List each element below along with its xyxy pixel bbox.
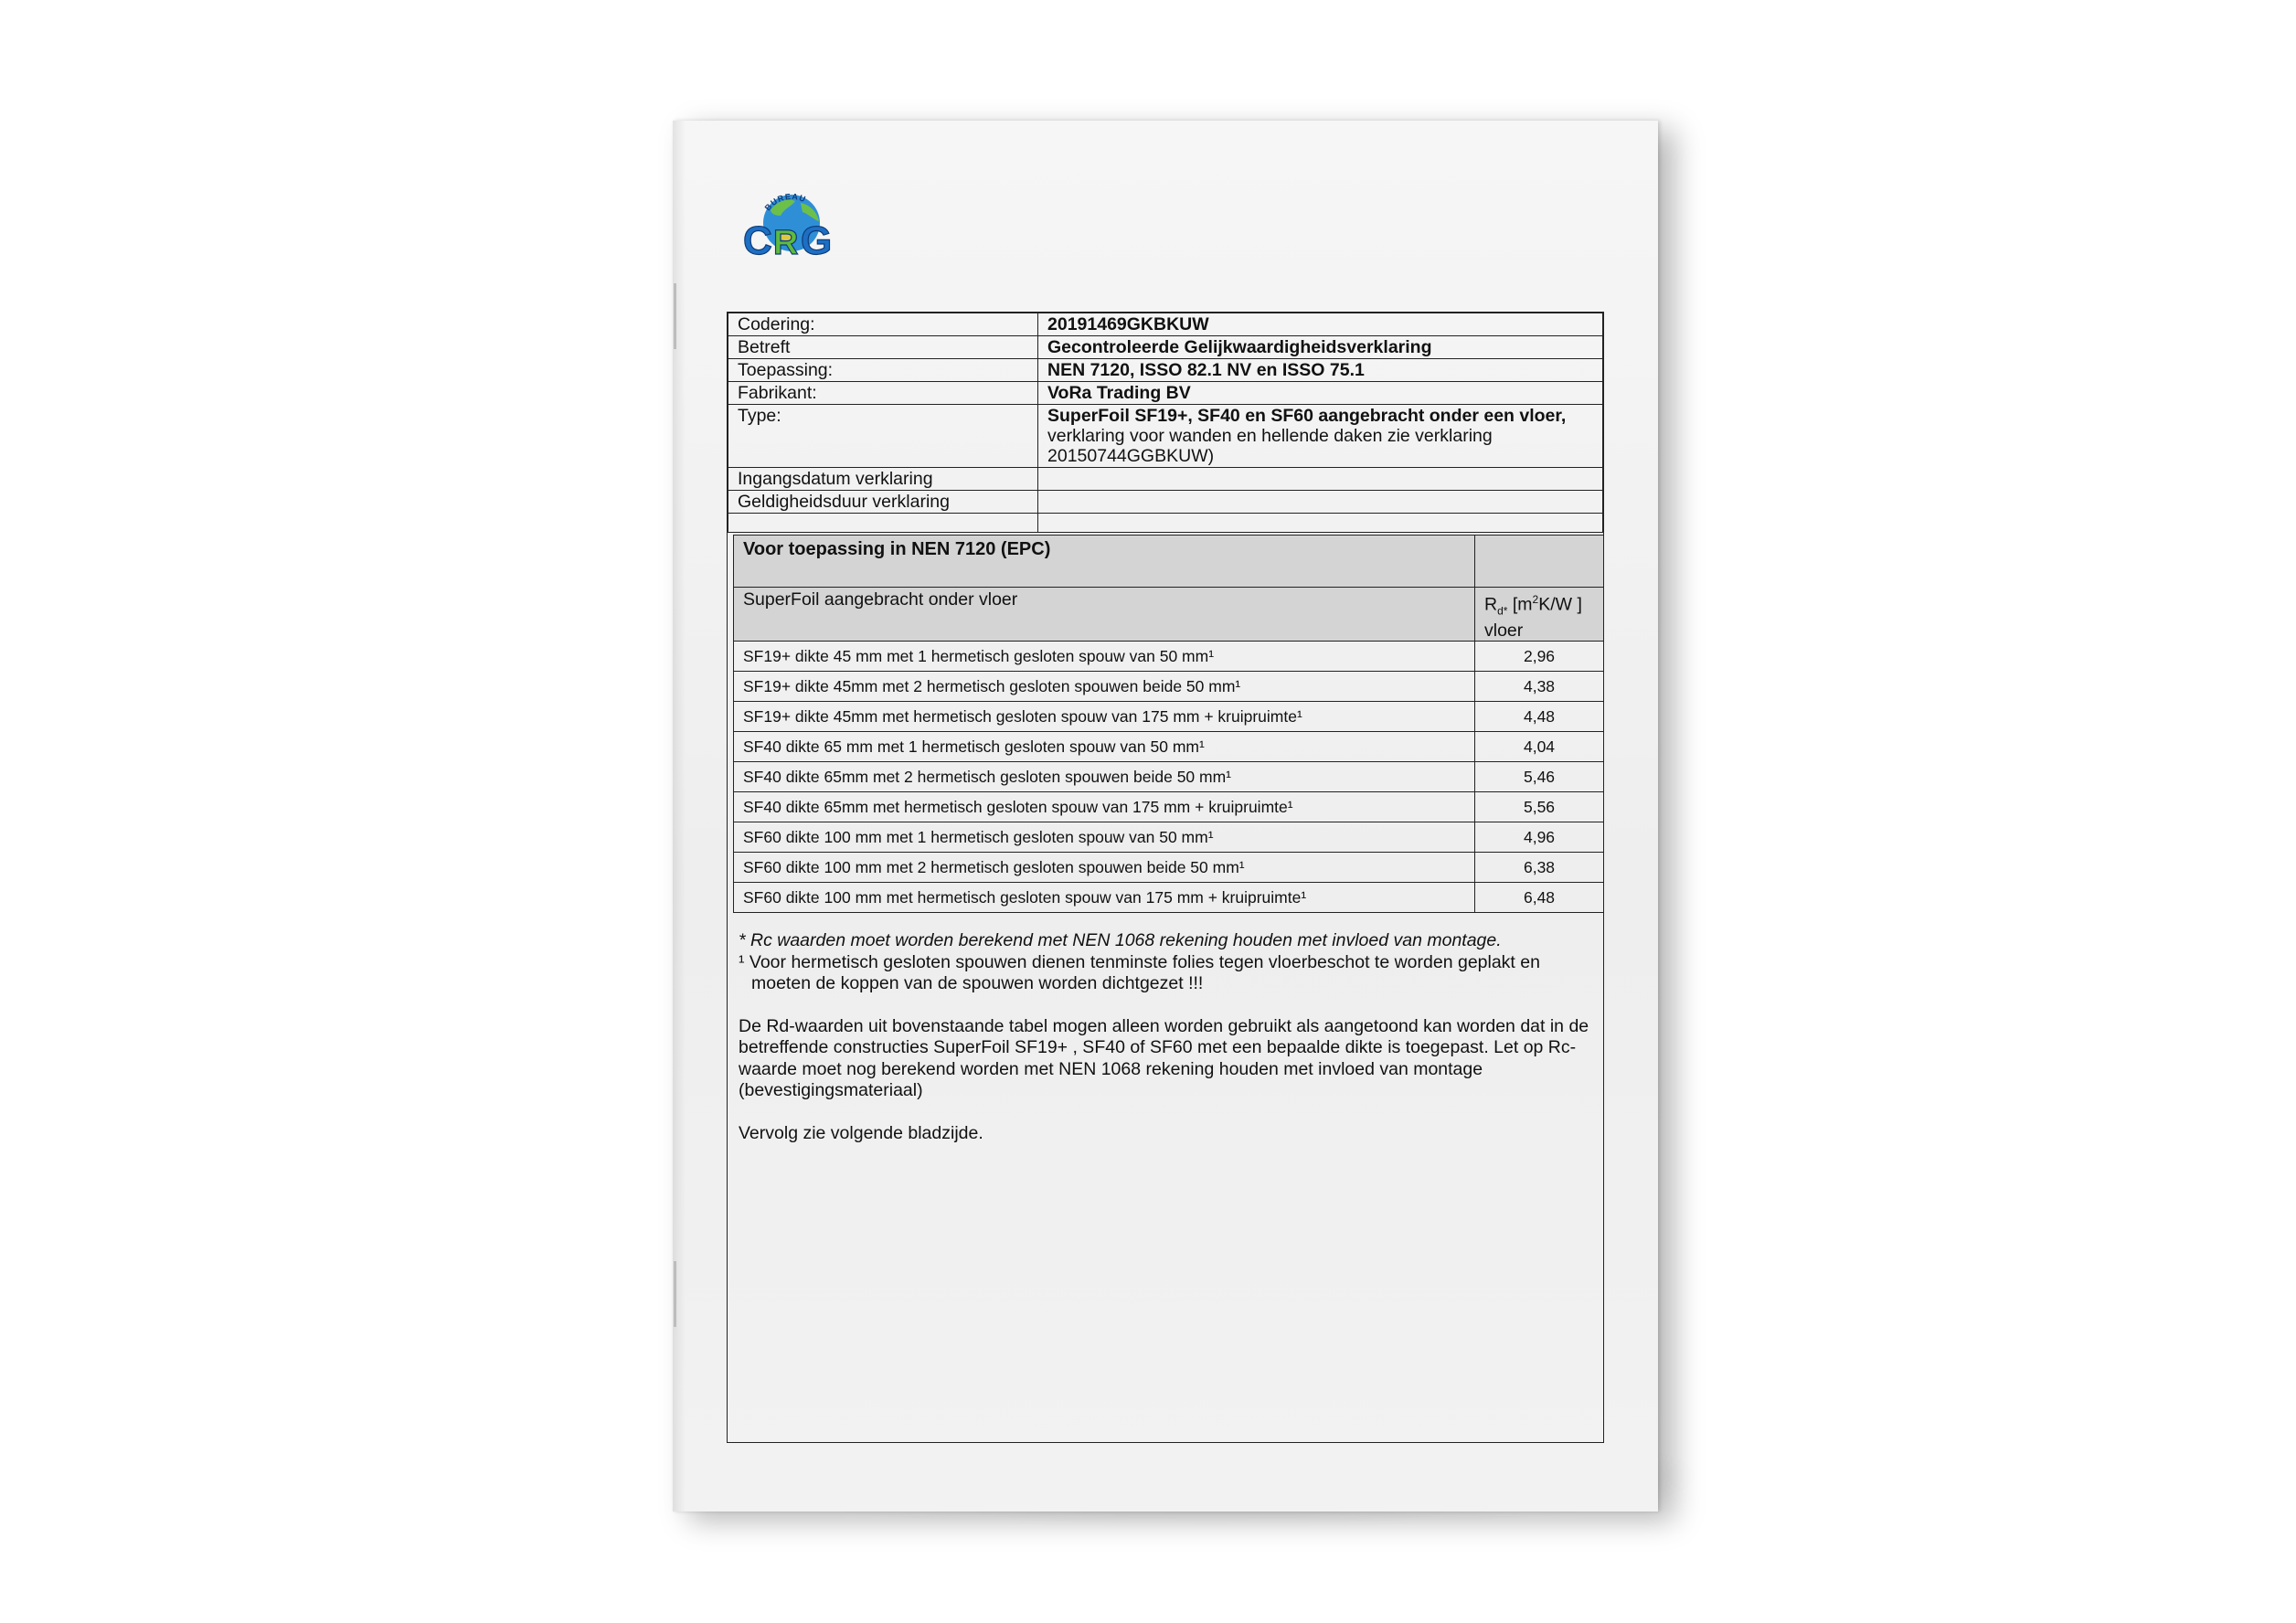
info-value: 20191469GKBKUW: [1038, 313, 1603, 336]
info-value-empty: [1038, 491, 1603, 514]
rd-row-value: 5,56: [1475, 792, 1604, 822]
rd-row-description: SF40 dikte 65mm met 2 hermetisch gesloten spouwen beide 50 mm¹: [734, 762, 1475, 792]
rd-row-description: SF60 dikte 100 mm met 2 hermetisch gesloten spouwen beide 50 mm¹: [734, 853, 1475, 883]
info-row-betreft: [728, 336, 1603, 359]
rd-row-description: SF40 dikte 65 mm met 1 hermetisch gesloten spouw van 50 mm¹: [734, 732, 1475, 762]
rd-row-description: SF19+ dikte 45mm met 2 hermetisch gesloten spouwen beide 50 mm¹: [734, 672, 1475, 702]
spacer-cell: [1038, 514, 1603, 533]
info-value: Gecontroleerde Gelijkwaardigheidsverklaring: [1038, 336, 1603, 359]
declaration-info-table: [728, 313, 1603, 533]
logo-letter-g: G: [801, 218, 833, 261]
table-row: [734, 702, 1604, 732]
table-row: [734, 672, 1604, 702]
rd-row-value: 5,46: [1475, 762, 1604, 792]
rd-values-table: [733, 535, 1604, 913]
staple-mark-top: [674, 283, 676, 349]
rd-row-value: 6,38: [1475, 853, 1604, 883]
content-frame: [727, 312, 1604, 1443]
rd-row-description: SF60 dikte 100 mm met hermetisch gesloten spouw van 175 mm + kruipruimte¹: [734, 883, 1475, 913]
info-row-ingangsdatum: [728, 468, 1603, 491]
table-row: [734, 792, 1604, 822]
rc-note: * Rc waarden moet worden berekend met NEN 1068 rekening houden met invloed van montage.: [739, 930, 1502, 950]
info-label: Toepassing:: [728, 359, 1038, 382]
rd-row-value: 6,48: [1475, 883, 1604, 913]
bureau-crg-logo-icon: [740, 186, 841, 261]
rd-usage-paragraph: De Rd-waarden uit bovenstaande tabel mogen alleen worden gebruikt als aangetoond kan worden dat in de betreffende constructies SuperFoil SF19+ , SF40 of SF60 met een bepaalde dikte is toegepast. Let op Rc-waarde moet nog berekend worden met NEN 1068 rekening houden met invloed van montage (bevestigingsmateriaal): [739, 1015, 1589, 1100]
table-row: [734, 822, 1604, 853]
staple-mark-bottom: [674, 1261, 676, 1327]
info-label: Type:: [728, 405, 1038, 468]
spacer-cell: [728, 514, 1038, 533]
info-value-empty: [1038, 468, 1603, 491]
rd-row-value: 4,48: [1475, 702, 1604, 732]
rd-row-description: SF19+ dikte 45 mm met 1 hermetisch gesloten spouw van 50 mm¹: [734, 642, 1475, 672]
document-page: [673, 121, 1658, 1512]
rd-table-title-empty: [1475, 536, 1604, 588]
rd-table-subheader: SuperFoil aangebracht onder vloer: [734, 588, 1475, 642]
info-row-codering: [728, 313, 1603, 336]
info-label: Codering:: [728, 313, 1038, 336]
type-bold-text: SuperFoil SF19+, SF40 en SF60 aangebracht onder een vloer,: [1047, 406, 1567, 426]
logo-arc-text: BUREAU: [762, 191, 808, 213]
rd-table-title-row: [734, 536, 1604, 588]
table-row: [734, 853, 1604, 883]
rd-row-value: 2,96: [1475, 642, 1604, 672]
info-value-type: [1038, 405, 1603, 468]
info-label: Ingangsdatum verklaring: [728, 468, 1038, 491]
table-row: [734, 732, 1604, 762]
info-value: VoRa Trading BV: [1038, 382, 1603, 405]
info-label: Fabrikant:: [728, 382, 1038, 405]
rd-row-value: 4,96: [1475, 822, 1604, 853]
table-row: [734, 642, 1604, 672]
notes-section: [739, 930, 1602, 1144]
rd-row-value: 4,38: [1475, 672, 1604, 702]
info-row-fabrikant: [728, 382, 1603, 405]
type-normal-text: verklaring voor wanden en hellende daken zie verklaring 20150744GGBKUW): [1047, 426, 1493, 466]
footnote: ¹ Voor hermetisch gesloten spouwen dienen tenminste folies tegen vloerbeschot te worden geplakt en moeten de koppen van de spouwen worden dichtgezet !!!: [739, 951, 1540, 993]
info-value: NEN 7120, ISSO 82.1 NV en ISSO 75.1: [1038, 359, 1603, 382]
info-label: Betreft: [728, 336, 1038, 359]
info-row-spacer: [728, 514, 1603, 533]
logo-letter-r: R: [773, 224, 799, 261]
info-row-type: [728, 405, 1603, 468]
rd-table-title: Voor toepassing in NEN 7120 (EPC): [734, 536, 1475, 588]
rd-row-description: SF19+ dikte 45mm met hermetisch gesloten spouw van 175 mm + kruipruimte¹: [734, 702, 1475, 732]
table-row: [734, 883, 1604, 913]
info-row-toepassing: [728, 359, 1603, 382]
continue-note: Vervolg zie volgende bladzijde.: [739, 1122, 983, 1143]
rd-row-description: SF40 dikte 65mm met hermetisch gesloten spouw van 175 mm + kruipruimte¹: [734, 792, 1475, 822]
info-row-geldigheidsduur: [728, 491, 1603, 514]
logo-letter-c: C: [743, 218, 772, 261]
rd-table-header-row: [734, 588, 1604, 642]
rd-row-value: 4,04: [1475, 732, 1604, 762]
rd-row-description: SF60 dikte 100 mm met 1 hermetisch gesloten spouw van 50 mm¹: [734, 822, 1475, 853]
rd-column-header: $R_{d*}$ [$m^2K/W$ ] vloer: [1475, 588, 1604, 642]
info-label: Geldigheidsduur verklaring: [728, 491, 1038, 514]
table-row: [734, 762, 1604, 792]
